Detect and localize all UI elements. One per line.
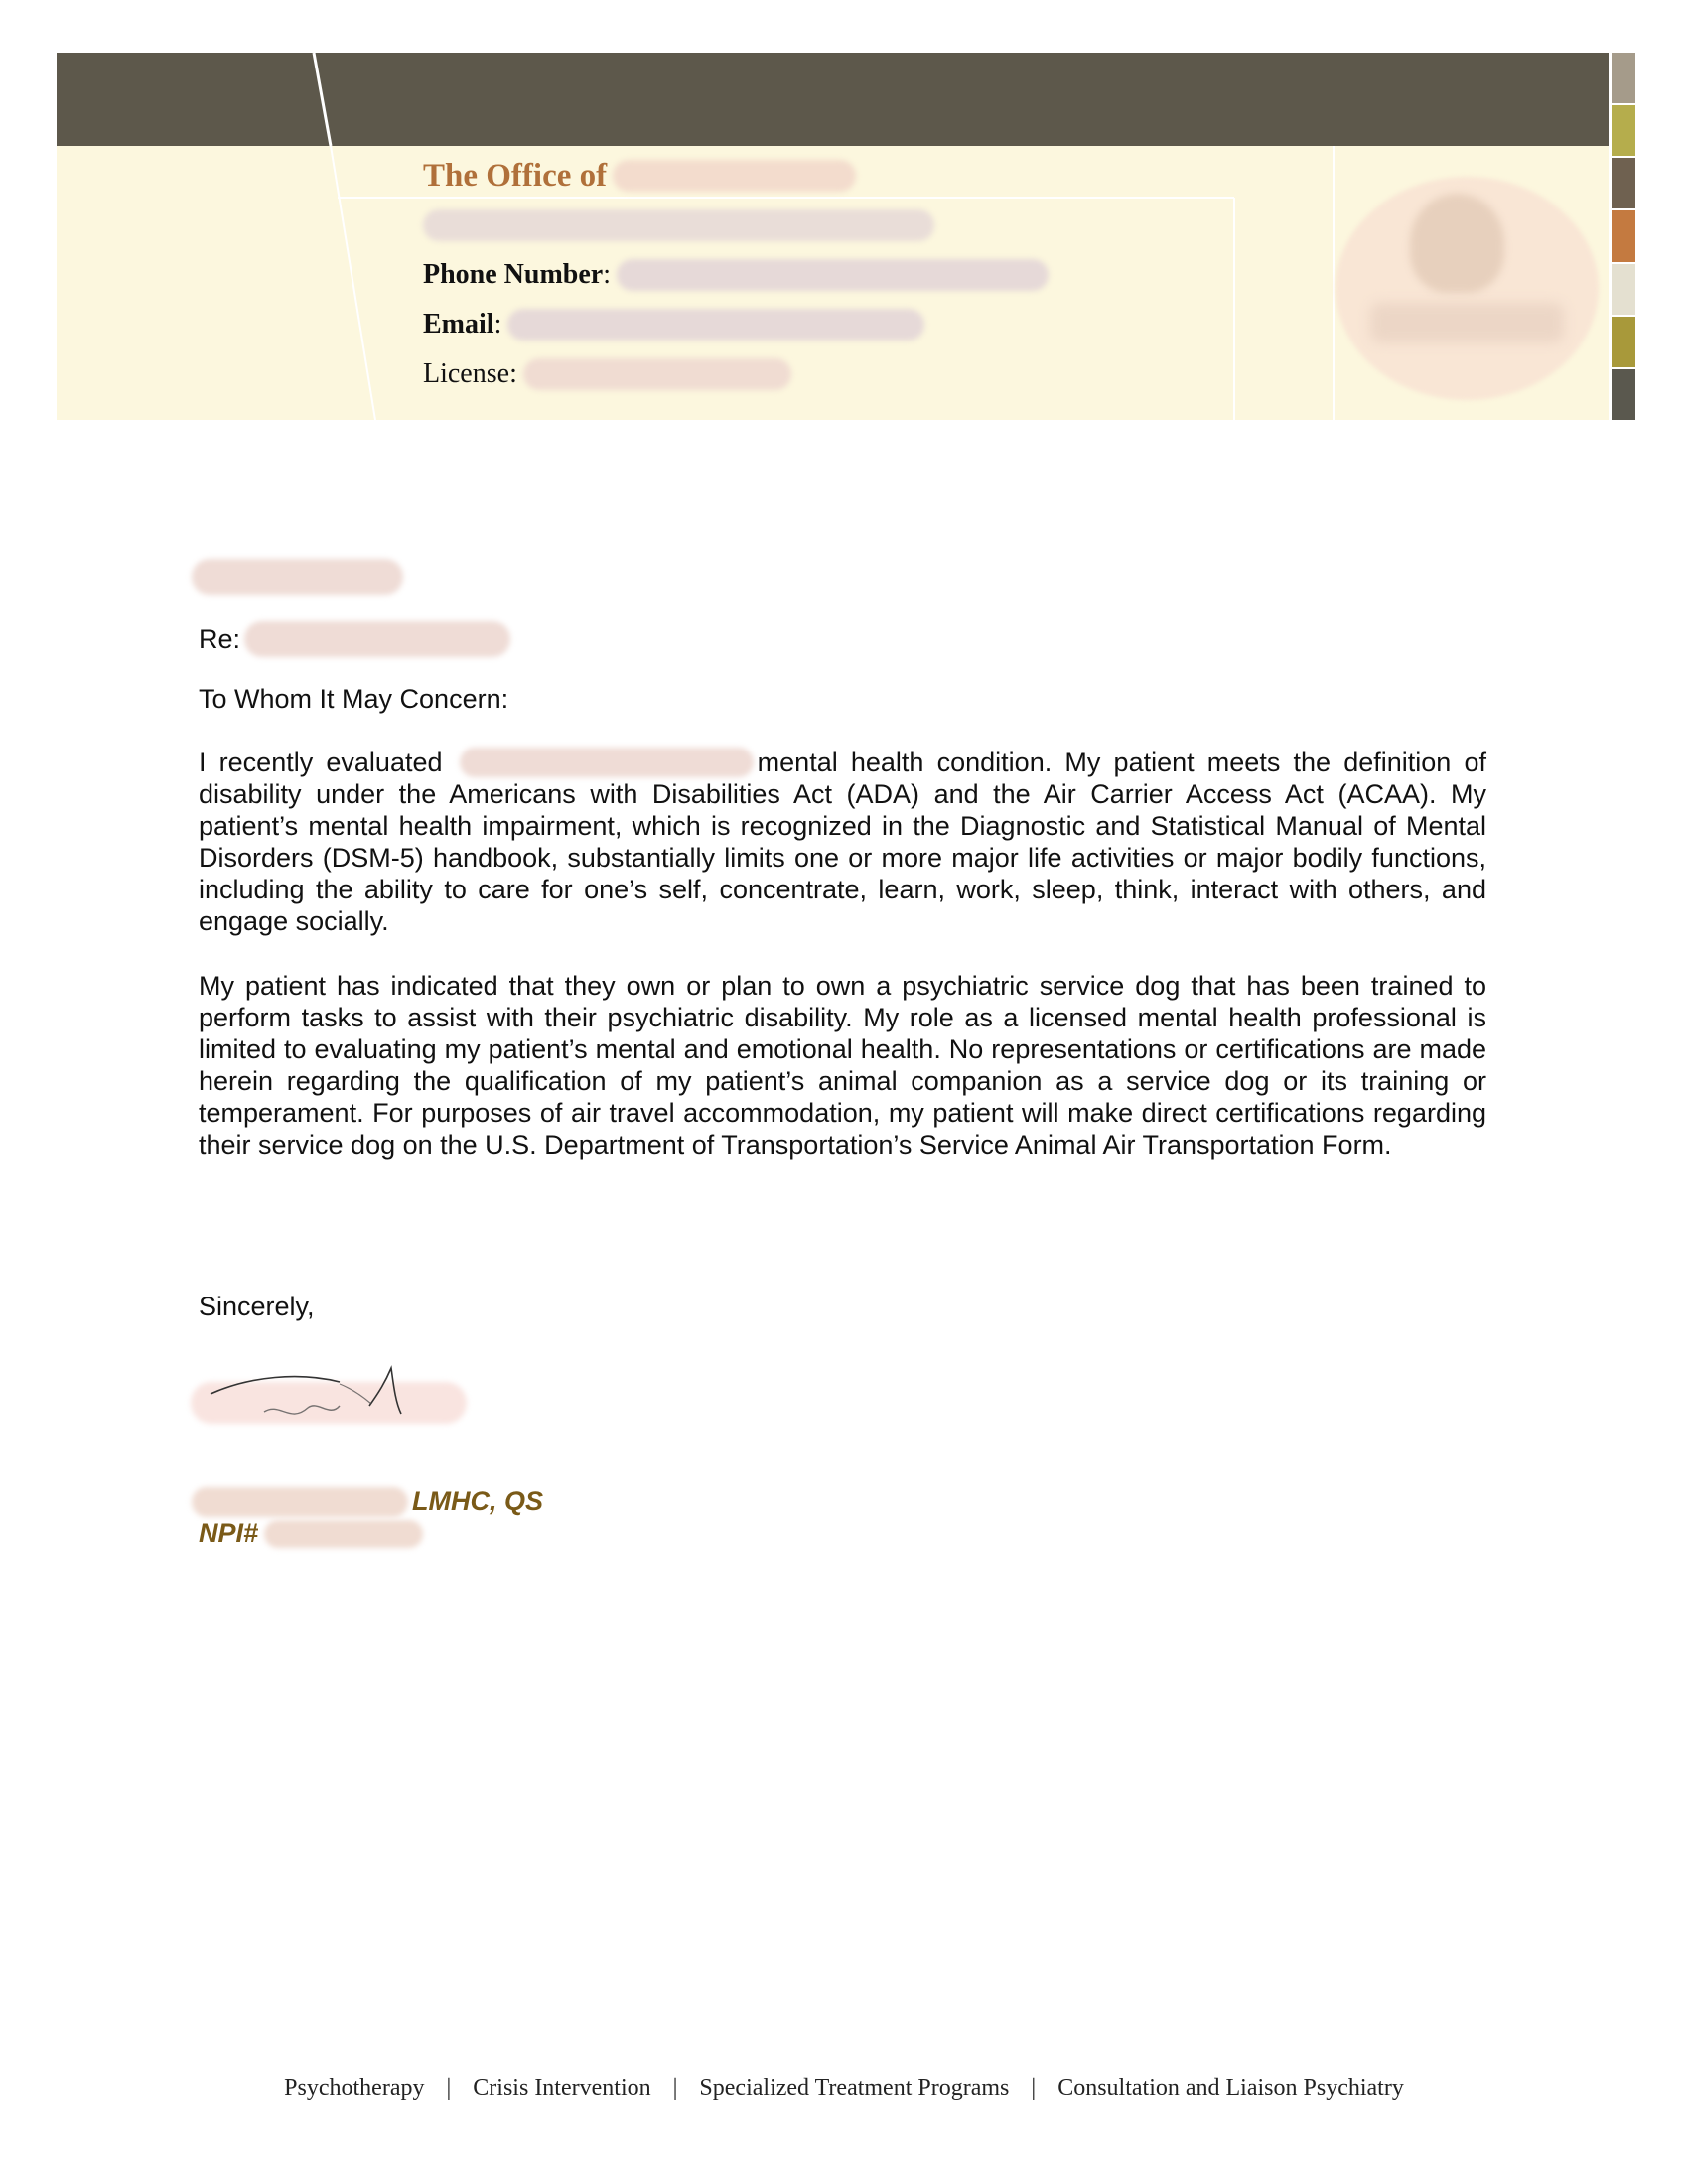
npi-line	[199, 1518, 423, 1549]
signature-scribble-icon	[191, 1362, 469, 1432]
office-title: The Office of	[423, 157, 608, 194]
redacted-license	[523, 358, 791, 390]
npi-label: NPI#	[199, 1518, 259, 1548]
footer-separator: |	[672, 2075, 678, 2101]
color-swatch-strip	[1612, 53, 1635, 420]
redacted-patient-name	[244, 621, 510, 657]
footer-service: Consultation and Liaison Psychiatry	[1057, 2075, 1404, 2101]
email-label: Email	[423, 309, 494, 340]
swatch	[1612, 369, 1635, 420]
footer-service: Specialized Treatment Programs	[699, 2075, 1010, 2101]
provider-credentials	[192, 1486, 543, 1517]
signature	[191, 1362, 469, 1432]
re-label: Re:	[199, 623, 241, 654]
footer-separator: |	[1031, 2075, 1037, 2101]
footer-service: Psychotherapy	[284, 2075, 425, 2101]
redacted-provider-name	[192, 1487, 408, 1517]
seal-text-blurred	[1370, 303, 1564, 342]
salutation: To Whom It May Concern:	[199, 684, 509, 714]
redacted-office-name	[613, 160, 856, 192]
paragraph-evaluation-start: I recently evaluated	[199, 748, 456, 777]
redacted-npi-number	[264, 1520, 423, 1548]
footer-separator: |	[446, 2075, 452, 2101]
footer-service: Crisis Intervention	[473, 2075, 651, 2101]
redacted-date	[192, 559, 403, 595]
paragraph-evaluation	[199, 747, 1486, 937]
swatch	[1612, 158, 1635, 210]
head-silhouette-icon	[1410, 194, 1504, 293]
phone-label: Phone Number	[423, 259, 604, 290]
footer-services	[0, 2075, 1688, 2102]
paragraph-service-dog: My patient has indicated that they own or plan to own a psychiatric service dog that has been trained to perform tasks to assist with their psychiatric disability. My role as a licensed mental health professional is limited to evaluating my patient’s mental and emotional health. No representations or certifications are made herein regarding the qualification of my patient’s animal companion as a service dog or its training or temperament. For purposes of air travel accommodation, my patient will make direct certifications regarding their service dog on the U.S. Department of Transportation’s Service Animal Air Transportation Form.	[199, 971, 1486, 1160]
license-label: License:	[423, 358, 517, 389]
letterhead-band	[57, 53, 1609, 146]
credentials-text: LMHC, QS	[412, 1486, 543, 1516]
letterhead-text: The Office of Phone Number : Email : License:	[423, 151, 1049, 399]
swatch	[1612, 264, 1635, 317]
swatch	[1612, 210, 1635, 263]
swatch	[1612, 105, 1635, 158]
paragraph-evaluation-rest: mental health condition. My patient meets the definition of disability under the Americans with Disabilities Act (ADA) and the Air Carrier Access Act (ACAA). My patient’s mental health impairment, which is recognized in the Diagnostic and Statistical Manual of Mental Disorders (DSM-5) handbook, substantially limits one or more major life activities or major bodily functions, including the ability to care for one’s self, concentrate, learn, work, sleep, think, interact with others, and engage socially.	[199, 748, 1486, 936]
swatch	[1612, 53, 1635, 105]
re-line	[199, 621, 510, 657]
redacted-phone	[617, 259, 1049, 291]
redacted-email	[507, 309, 924, 341]
redacted-address	[423, 209, 934, 241]
swatch	[1612, 317, 1635, 369]
redacted-patient-possessive	[460, 748, 754, 777]
closing: Sincerely,	[199, 1292, 315, 1321]
